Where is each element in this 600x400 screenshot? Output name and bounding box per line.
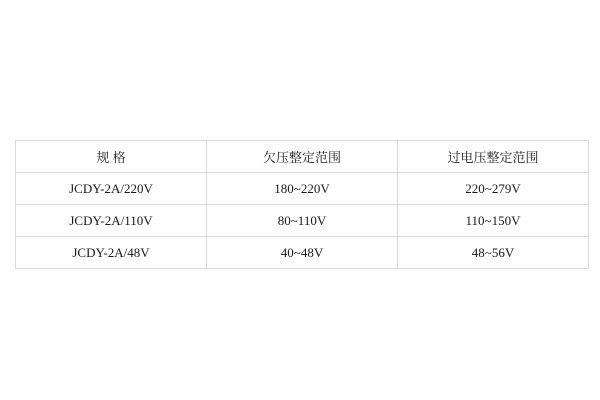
specification-table — [15, 140, 589, 269]
cell-undervoltage-range: 180~220V — [207, 173, 398, 205]
cell-spec: JCDY-2A/48V — [16, 237, 207, 269]
cell-spec: JCDY-2A/220V — [16, 173, 207, 205]
table-body — [16, 173, 589, 269]
cell-undervoltage-range: 80~110V — [207, 205, 398, 237]
table-row — [16, 205, 589, 237]
table-row — [16, 173, 589, 205]
cell-spec: JCDY-2A/110V — [16, 205, 207, 237]
cell-undervoltage-range: 40~48V — [207, 237, 398, 269]
column-header-spec: 规 格 — [16, 141, 207, 173]
cell-overvoltage-range: 110~150V — [398, 205, 589, 237]
table-row — [16, 237, 589, 269]
table-header — [16, 141, 589, 173]
column-header-undervoltage-range: 欠压整定范围 — [207, 141, 398, 173]
cell-overvoltage-range: 220~279V — [398, 173, 589, 205]
cell-overvoltage-range: 48~56V — [398, 237, 589, 269]
table-header-row — [16, 141, 589, 173]
column-header-overvoltage-range: 过电压整定范围 — [398, 141, 589, 173]
